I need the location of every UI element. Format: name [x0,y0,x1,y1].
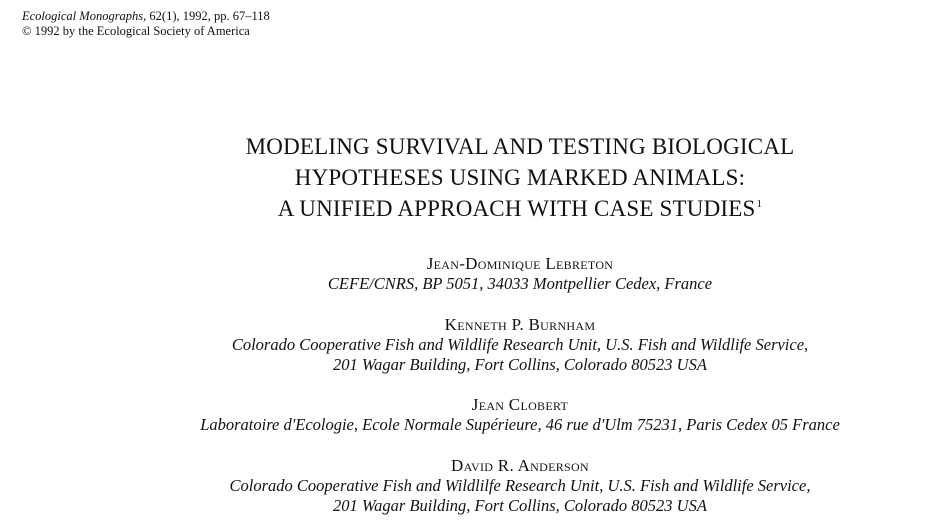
author-affiliation-line-1: Colorado Cooperative Fish and Wildlilfe Research Unit, U.S. Fish and Wildlife Service, [229,476,811,495]
author-affiliation: Laboratoire d'Ecologie, Ecole Normale Supérieure, 46 rue d'Ulm 75231, Paris Cedex 05 France [200,415,840,434]
author-block-anderson [0,456,945,516]
title-line-2: HYPOTHESES USING MARKED ANIMALS: [294,165,746,190]
author-block-burnham [0,315,945,375]
title-line-3-text: A UNIFIED APPROACH WITH CASE STUDIES [277,196,756,221]
author-affiliation-line-2: 201 Wagar Building, Fort Collins, Colorado 80523 USA [333,496,707,515]
author-name: Jean Clobert [471,395,569,414]
author-affiliation: CEFE/CNRS, BP 5051, 34033 Montpellier Cedex, France [327,274,713,293]
author-block-clobert [0,395,945,435]
journal-name: Ecological Monographs, [22,9,147,23]
author-affiliation-line-2: 201 Wagar Building, Fort Collins, Colorado 80523 USA [333,355,707,374]
author-name: Jean-Dominique Lebreton [426,254,614,273]
title-line-3 [0,193,945,224]
author-name: Kenneth P. Burnham [444,315,596,334]
paper-title [0,131,945,224]
author-affiliation-line-1: Colorado Cooperative Fish and Wildlife Research Unit, U.S. Fish and Wildlife Service, [231,335,809,354]
author-name: David R. Anderson [451,456,589,475]
volume-pages: 62(1), 1992, pp. 67–118 [146,9,270,23]
title-footnote-mark: 1 [756,198,763,211]
journal-citation [22,9,270,24]
journal-header [22,9,270,39]
copyright-line: © 1992 by the Ecological Society of America [22,24,250,38]
author-block-lebreton [0,254,945,294]
title-line-1: MODELING SURVIVAL AND TESTING BIOLOGICAL [245,134,795,159]
